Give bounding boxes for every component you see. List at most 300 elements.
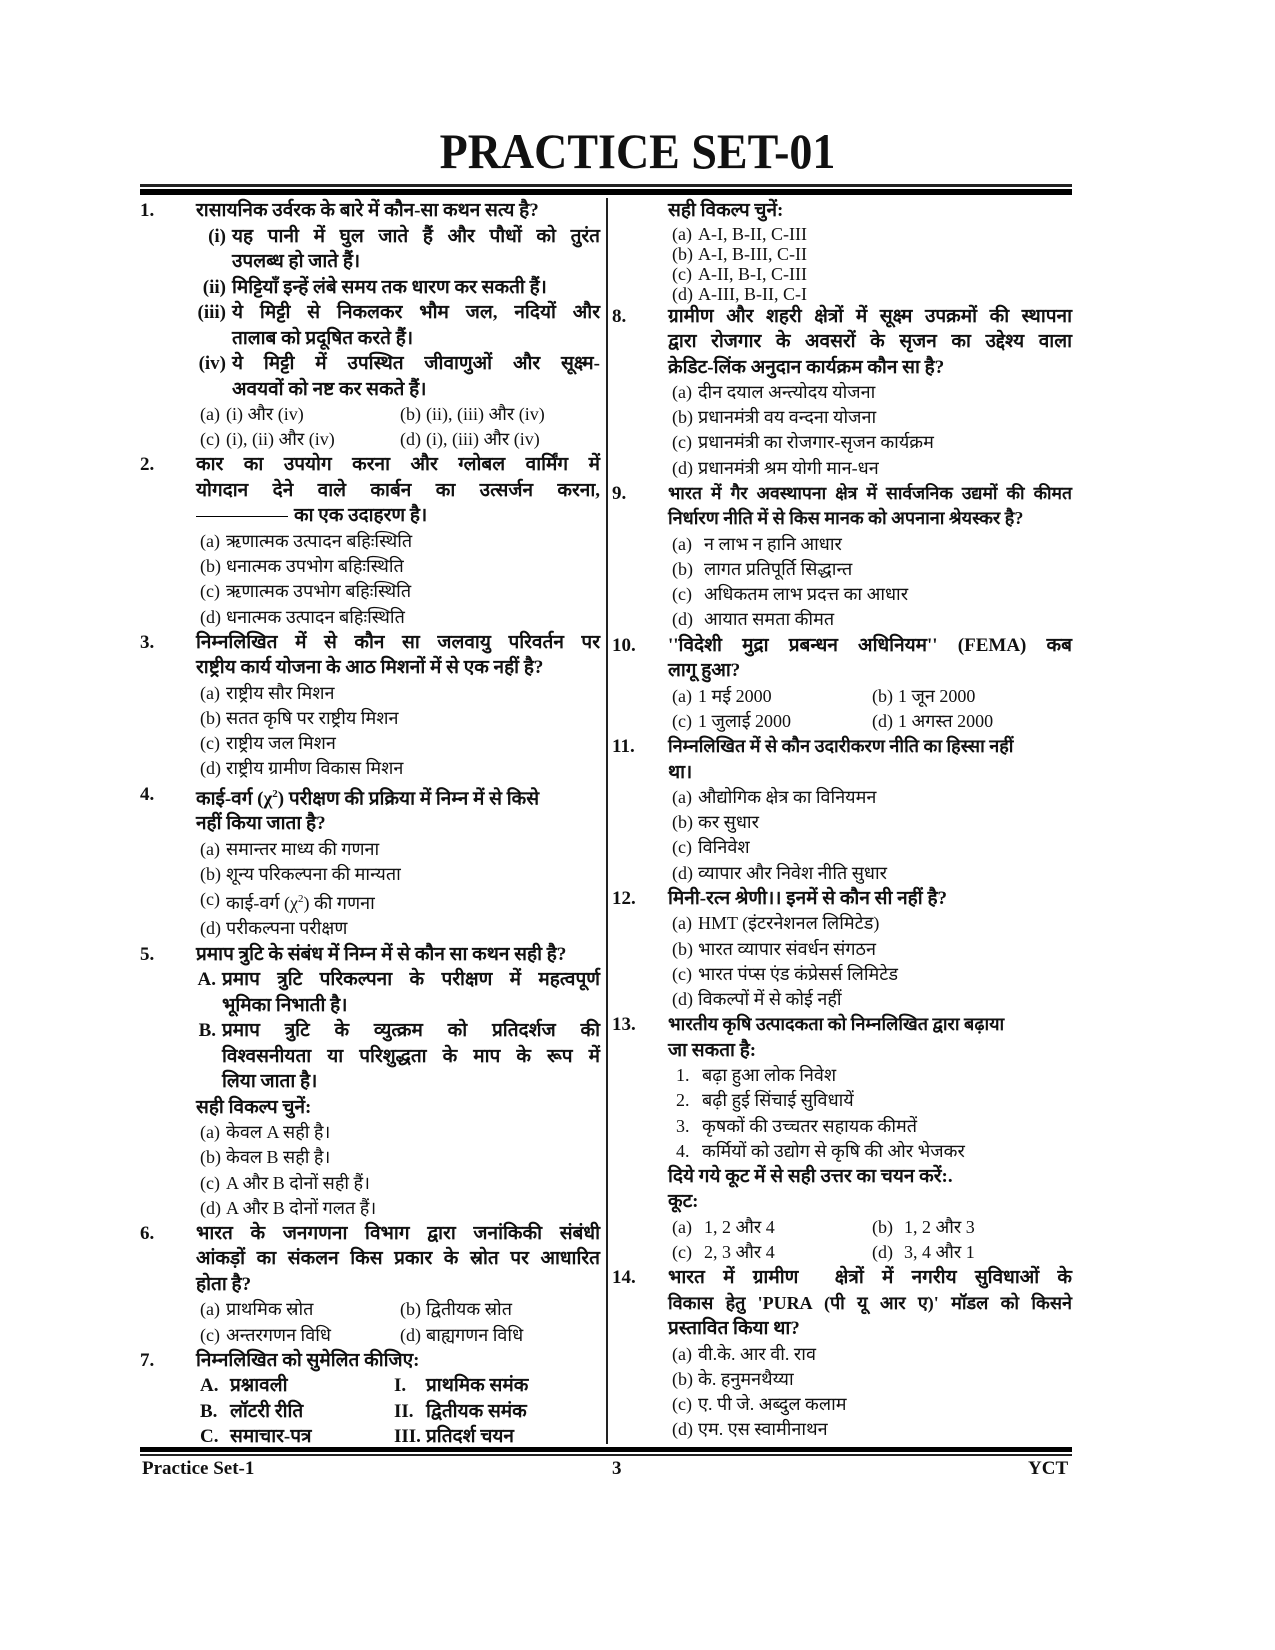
option-b[interactable] xyxy=(140,706,600,731)
footer-rule-thick xyxy=(140,1447,1072,1452)
option-text: A और B दोनों गलत हैं। xyxy=(226,1197,377,1218)
fill-blank xyxy=(196,516,288,517)
option-label: (d) xyxy=(672,1419,693,1440)
option-label: (a) xyxy=(672,1343,692,1364)
option-c[interactable] xyxy=(200,1323,400,1348)
option-text: 1 जुलाई 2000 xyxy=(698,710,792,731)
question-14 xyxy=(612,1265,1072,1442)
option-a[interactable] xyxy=(672,684,872,709)
option-text: 1 जून 2000 xyxy=(898,685,976,706)
option-label: (a) xyxy=(200,682,220,703)
option-label: (a) xyxy=(200,530,220,551)
list-item xyxy=(612,1088,1072,1113)
option-label: (a) xyxy=(200,838,220,859)
option-text: A-II, B-I, C-III xyxy=(698,263,807,284)
question-10 xyxy=(612,633,1072,734)
option-d[interactable] xyxy=(612,284,1072,304)
question-text: द्वारा रोजगार के अवसरों के सृजन का उद्देश्य वाला xyxy=(668,331,1072,352)
match-item: समाचार-पत्र xyxy=(230,1426,312,1448)
option-b[interactable] xyxy=(612,244,1072,264)
option-text: (i), (ii) और (iv) xyxy=(226,429,335,450)
option-label: (b) xyxy=(200,556,221,577)
option-row xyxy=(140,427,600,452)
match-item: लॉटरी रीति xyxy=(230,1400,304,1422)
option-text: A-I, B-II, C-III xyxy=(698,223,807,244)
option-a[interactable] xyxy=(612,532,1072,557)
option-a[interactable] xyxy=(140,681,600,706)
option-c[interactable] xyxy=(612,582,1072,607)
option-label: (d) xyxy=(672,457,693,478)
code-instruction: दिये गये कूट में से सही उत्तर का चयन करें:. xyxy=(668,1165,953,1187)
option-d[interactable] xyxy=(612,456,1072,481)
option-text: भारत पंप्स एंड कंप्रेसर्स लिमिटेड xyxy=(698,963,898,984)
option-label: (b) xyxy=(672,812,693,833)
question-2 xyxy=(140,452,600,629)
choose-instruction: सही विकल्प चुनें: xyxy=(196,1096,312,1118)
statement-text: अवयवों को नष्ट कर सकते हैं। xyxy=(232,378,427,400)
option-b[interactable] xyxy=(400,402,600,427)
option-c[interactable] xyxy=(140,731,600,756)
option-label: (d) xyxy=(400,429,421,450)
statement xyxy=(140,224,600,275)
option-label: (a) xyxy=(200,1299,220,1320)
option-c[interactable] xyxy=(612,264,1072,284)
option-label: (a) xyxy=(200,1122,220,1143)
item-text: कृषकों की उच्चतर सहायक कीमतें xyxy=(702,1115,918,1136)
question-3 xyxy=(140,630,600,782)
match-label: II. xyxy=(394,1400,414,1422)
statement-text: यह पानी में घुल जाते हैं और पौधों को तुरंत xyxy=(232,225,600,247)
option-label: (d) xyxy=(872,710,893,731)
question-text: लागू हुआ? xyxy=(668,660,741,682)
option-label: (b) xyxy=(400,404,421,424)
match-row xyxy=(140,1373,600,1399)
option-c[interactable] xyxy=(612,835,1072,860)
question-text: निर्धारण नीति में से किस मानक को अपनाना श्रेयस्कर है? xyxy=(668,508,1024,529)
option-text: परीकल्पना परीक्षण xyxy=(226,918,348,939)
option-row xyxy=(612,709,1072,734)
option-a[interactable] xyxy=(140,529,600,554)
option-text: ऋणात्मक उपभोग बहिःस्थिति xyxy=(226,581,412,602)
option-label: (a) xyxy=(672,382,692,402)
option-label: (c) xyxy=(200,581,220,602)
option-label: (d) xyxy=(200,606,221,627)
option-b[interactable] xyxy=(872,684,1072,709)
option-b[interactable] xyxy=(612,1367,1072,1392)
option-text: व्यापार और निवेश नीति सुधार xyxy=(698,862,888,883)
statement-text: लिया जाता है। xyxy=(222,1071,318,1093)
option-a[interactable] xyxy=(140,837,600,862)
list-item xyxy=(612,1063,1072,1088)
statement-label: (iv) xyxy=(198,353,226,374)
question-text: जा सकता है: xyxy=(668,1039,757,1061)
item-text: बढ़ा हुआ लोक निवेश xyxy=(702,1065,837,1086)
option-label: (c) xyxy=(672,710,692,731)
option-row xyxy=(612,1240,1072,1265)
option-row xyxy=(140,402,600,427)
option-label: (d) xyxy=(872,1242,893,1263)
item-text: बढ़ी हुई सिंचाई सुविधायें xyxy=(702,1090,854,1111)
question-text: प्रमाप त्रुटि के संबंध में निम्न में से कौन सा कथन सही है? xyxy=(196,943,567,965)
option-text: भारत व्यापार संवर्धन संगठन xyxy=(698,938,876,959)
match-row xyxy=(140,1399,600,1425)
option-label: (a) xyxy=(672,223,692,244)
option-text: के. हनुमनथैय्या xyxy=(698,1369,794,1390)
right-column xyxy=(612,198,1072,1443)
match-label: C. xyxy=(200,1426,219,1448)
option-label: (d) xyxy=(200,918,221,939)
option-text: HMT (इंटरनेशनल लिमिटेड) xyxy=(698,913,880,934)
option-b[interactable] xyxy=(612,405,1072,430)
option-text: प्राथमिक स्रोत xyxy=(226,1299,314,1320)
option-text: (i) और (iv) xyxy=(226,404,304,424)
item-label: 1. xyxy=(676,1065,690,1086)
page-title: PRACTICE SET-01 xyxy=(439,123,836,179)
question-7 xyxy=(140,1348,600,1450)
option-text: धनात्मक उत्पादन बहिःस्थिति xyxy=(226,606,405,627)
option-row xyxy=(140,1297,600,1322)
option-text: A और B दोनों सही हैं। xyxy=(226,1172,370,1193)
option-d[interactable] xyxy=(400,1323,600,1348)
option-c[interactable] xyxy=(140,579,600,604)
option-label: (d) xyxy=(200,1197,221,1218)
question-text: ) परीक्षण की प्रक्रिया में निम्न में से किसे xyxy=(277,787,540,809)
code-label: कूट: xyxy=(668,1191,699,1213)
statement-text: भूमिका निभाती है। xyxy=(222,994,348,1016)
statement xyxy=(140,967,600,1018)
question-text: राष्ट्रीय कार्य योजना के आठ मिशनों में से एक नहीं है? xyxy=(196,657,544,679)
question-text: कार का उपयोग करना और ग्लोबल वार्मिंग में xyxy=(196,454,600,476)
question-number: 12. xyxy=(612,887,636,909)
option-text: आयात समता कीमत xyxy=(704,609,835,630)
footer-rule-thin xyxy=(140,1454,1072,1456)
footer-right: YCT xyxy=(1028,1458,1069,1479)
option-text-line xyxy=(226,887,375,916)
option-label: (b) xyxy=(872,1216,893,1237)
option-b[interactable] xyxy=(612,557,1072,582)
option-row xyxy=(612,684,1072,709)
statement-label: B. xyxy=(198,1020,216,1042)
option-b[interactable] xyxy=(872,1215,1072,1240)
question-number: 10. xyxy=(612,634,636,656)
option-d[interactable] xyxy=(872,1240,1072,1265)
option-a[interactable] xyxy=(200,402,400,427)
statement-text: विश्वसनीयता या परिशुद्धता के माप के रूप में xyxy=(222,1045,600,1067)
option-label: (a) xyxy=(200,404,220,424)
question-8 xyxy=(612,304,1072,481)
option-text: बाह्यगणन विधि xyxy=(426,1324,524,1345)
option-label: (c) xyxy=(672,963,692,984)
option-text: (i), (iii) और (iv) xyxy=(426,429,540,450)
option-text: ) की गणना xyxy=(303,893,375,914)
option-label: (c) xyxy=(672,1242,692,1263)
option-text: 2, 3 और 4 xyxy=(704,1242,775,1263)
footer-left: Practice Set-1 xyxy=(142,1458,255,1479)
option-text: 1 मई 2000 xyxy=(698,685,772,706)
option-label: (a) xyxy=(672,787,692,808)
option-label: (d) xyxy=(672,988,693,1009)
option-d[interactable] xyxy=(140,605,600,630)
option-label: (c) xyxy=(200,889,220,910)
question-text: निम्नलिखित में से कौन उदारीकरण नीति का हिस्सा नहीं xyxy=(668,736,1014,757)
option-b[interactable] xyxy=(612,810,1072,835)
option-a[interactable] xyxy=(612,785,1072,810)
option-label: (b) xyxy=(672,559,693,580)
question-number: 13. xyxy=(612,1014,636,1036)
question-text: का एक उदाहरण है। xyxy=(294,505,428,527)
question-number: 7. xyxy=(140,1349,155,1371)
question-text-line xyxy=(196,782,600,812)
question-text-line xyxy=(140,503,600,529)
option-text: वी.के. आर वी. राव xyxy=(698,1343,816,1364)
question-number: 6. xyxy=(140,1222,155,1244)
question-text: निम्नलिखित को सुमेलित कीजिए: xyxy=(196,1349,420,1371)
question-text: भारत के जनगणना विभाग द्वारा जनांकिकी संबंधी xyxy=(196,1222,600,1244)
option-text: केवल B सही है। xyxy=(226,1147,331,1168)
question-text: मिनी-रत्न श्रेणी।। इनमें से कौन सी नहीं है? xyxy=(668,887,948,909)
option-text: लागत प्रतिपूर्ति सिद्धान्त xyxy=(704,559,853,580)
option-label: (c) xyxy=(672,432,692,453)
statement xyxy=(140,300,600,351)
item-label: 4. xyxy=(676,1140,690,1161)
statement-text: तालाब को प्रदूषित करते हैं। xyxy=(232,327,414,349)
option-label: (a) xyxy=(672,685,692,706)
option-a[interactable] xyxy=(612,380,1072,405)
statement-text: ये मिट्टी से निकलकर भौम जल, नदियों और xyxy=(232,302,600,323)
option-c[interactable] xyxy=(140,887,600,916)
header-rule-thin xyxy=(140,184,1072,187)
match-item: प्रतिदर्श चयन xyxy=(426,1426,514,1448)
option-row xyxy=(140,1323,600,1348)
option-c[interactable] xyxy=(612,430,1072,455)
question-number: 11. xyxy=(612,736,635,758)
question-4 xyxy=(140,782,600,942)
page-number: 3 xyxy=(612,1458,622,1479)
option-label: (a) xyxy=(672,533,692,554)
list-item xyxy=(612,1139,1072,1164)
option-c[interactable] xyxy=(140,1171,600,1196)
question-5 xyxy=(140,942,600,1221)
option-a[interactable] xyxy=(140,1120,600,1145)
question-text: ग्रामीण और शहरी क्षेत्रों में सूक्ष्म उपक्रमों की स्थापना xyxy=(668,305,1072,327)
option-label: (d) xyxy=(400,1324,421,1345)
option-a[interactable] xyxy=(200,1297,400,1322)
option-text: कर सुधार xyxy=(698,812,759,833)
question-text: भारतीय कृषि उत्पादकता को निम्नलिखित द्वारा बढ़ाया xyxy=(668,1014,1005,1035)
option-label: (c) xyxy=(200,1172,220,1193)
option-d[interactable] xyxy=(140,916,600,941)
option-a[interactable] xyxy=(612,911,1072,936)
option-d[interactable] xyxy=(140,756,600,781)
option-a[interactable] xyxy=(672,1215,872,1240)
option-a[interactable] xyxy=(612,224,1072,244)
item-label: 3. xyxy=(676,1115,690,1136)
question-7-continued xyxy=(612,198,1072,304)
statement xyxy=(140,1018,600,1095)
list-item xyxy=(612,1114,1072,1139)
option-b[interactable] xyxy=(400,1297,600,1322)
question-number: 5. xyxy=(140,943,155,965)
option-text: एम. एस स्वामीनाथन xyxy=(698,1419,828,1440)
option-d[interactable] xyxy=(612,1417,1072,1442)
option-label: (b) xyxy=(200,707,221,728)
option-label: (d) xyxy=(200,758,221,779)
option-text: अधिकतम लाभ प्रदत्त का आधार xyxy=(704,584,909,605)
option-text: ऋणात्मक उत्पादन बहिःस्थिति xyxy=(226,530,413,551)
option-label: (c) xyxy=(672,1394,692,1415)
statement-text: प्रमाप त्रुटि के व्युत्क्रम को प्रतिदर्शज की xyxy=(222,1020,600,1042)
question-11 xyxy=(612,734,1072,886)
statement-text: प्रमाप त्रुटि परिकल्पना के परीक्षण में महत्वपूर्ण xyxy=(222,969,600,991)
option-label: (c) xyxy=(672,584,692,605)
option-text: 1, 2 और 3 xyxy=(904,1216,975,1237)
option-text: प्रधानमंत्री का रोजगार-सृजन कार्यक्रम xyxy=(698,432,934,453)
question-text: ''विदेशी मुद्रा प्रबन्धन अधिनियम'' (FEMA) कब xyxy=(668,634,1072,656)
option-text: विकल्पों में से कोई नहीं xyxy=(698,988,842,1009)
superscript: 2 xyxy=(272,787,278,800)
question-text: भारत में गैर अवस्थापना क्षेत्र में सार्वजनिक उद्यमों की कीमत xyxy=(668,482,1072,503)
option-c[interactable] xyxy=(672,1240,872,1265)
option-label: (b) xyxy=(872,685,893,706)
option-c[interactable] xyxy=(612,962,1072,987)
option-text: द्वितीयक स्रोत xyxy=(426,1299,512,1320)
option-label: (b) xyxy=(400,1299,421,1320)
option-label: (b) xyxy=(200,1147,221,1168)
statement-label: (iii) xyxy=(197,302,226,323)
statement-text: उपलब्ध हो जाते हैं। xyxy=(232,251,361,272)
question-number: 2. xyxy=(140,454,155,476)
option-label: (c) xyxy=(200,1324,220,1345)
question-number: 9. xyxy=(612,482,627,504)
option-c[interactable] xyxy=(672,709,872,734)
option-b[interactable] xyxy=(140,1145,600,1170)
match-item: प्राथमिक समंक xyxy=(426,1375,529,1397)
question-12 xyxy=(612,886,1072,1012)
option-text: राष्ट्रीय सौर मिशन xyxy=(226,682,335,703)
statement-label: (ii) xyxy=(202,276,226,298)
question-text: होता है? xyxy=(196,1273,252,1295)
option-text: अन्तरगणन विधि xyxy=(226,1324,331,1345)
statement xyxy=(140,351,600,402)
question-text: भारत में ग्रामीण क्षेत्रों में नगरीय सुविधाओं के xyxy=(668,1267,1072,1289)
question-text: रासायनिक उर्वरक के बारे में कौन-सा कथन सत्य है? xyxy=(196,200,539,221)
statement-label: A. xyxy=(197,969,216,991)
option-label: (c) xyxy=(672,837,692,858)
match-label: B. xyxy=(200,1400,218,1422)
option-text: 1 अगस्त 2000 xyxy=(898,710,994,731)
option-d[interactable] xyxy=(612,987,1072,1012)
option-label: (b) xyxy=(672,1369,693,1390)
option-b[interactable] xyxy=(140,862,600,887)
option-label: (b) xyxy=(200,864,221,885)
option-text: समान्तर माध्य की गणना xyxy=(226,838,380,859)
option-text: काई-वर्ग (χ xyxy=(226,893,298,914)
option-label: (c) xyxy=(200,429,220,450)
match-item: प्रश्नावली xyxy=(230,1375,288,1397)
option-c[interactable] xyxy=(200,427,400,452)
option-text: धनात्मक उपभोग बहिःस्थिति xyxy=(226,556,404,577)
option-text: ए. पी जे. अब्दुल कलाम xyxy=(698,1394,847,1415)
option-text: शून्य परिकल्पना की मान्यता xyxy=(226,864,401,885)
question-text: क्रेडिट-लिंक अनुदान कार्यक्रम कौन सा है? xyxy=(668,356,945,378)
question-text: योगदान देने वाले कार्बन का उत्सर्जन करना, xyxy=(196,479,600,501)
option-label: (d) xyxy=(672,283,693,304)
question-text: काई-वर्ग (χ xyxy=(196,787,273,809)
option-text: दीन दयाल अन्त्योदय योजना xyxy=(698,382,876,402)
option-text: (ii), (iii) और (iv) xyxy=(426,404,545,424)
question-number: 1. xyxy=(140,200,155,221)
option-text: विनिवेश xyxy=(698,837,750,858)
option-d[interactable] xyxy=(612,607,1072,632)
statement-text: मिट्टियाँ इन्हें लंबे समय तक धारण कर सकती हैं। xyxy=(232,276,547,298)
question-number: 4. xyxy=(140,783,155,805)
header-rule-thick xyxy=(140,189,1072,195)
question-text: था। xyxy=(668,761,693,783)
option-label: (d) xyxy=(672,862,693,883)
left-column xyxy=(140,198,600,1450)
match-item: द्वितीयक समंक xyxy=(426,1400,527,1422)
option-text: औद्योगिक क्षेत्र का विनियमन xyxy=(698,787,877,808)
question-number: 14. xyxy=(612,1267,636,1289)
option-b[interactable] xyxy=(612,937,1072,962)
question-13 xyxy=(612,1012,1072,1265)
choose-instruction: सही विकल्प चुनें: xyxy=(668,200,784,221)
option-text: न लाभ न हानि आधार xyxy=(704,533,842,554)
superscript: 2 xyxy=(297,893,304,906)
statement-label: (i) xyxy=(208,225,226,247)
option-label: (a) xyxy=(672,1216,692,1237)
option-text: प्रधानमंत्री श्रम योगी मान-धन xyxy=(698,457,879,478)
option-d[interactable] xyxy=(612,861,1072,886)
option-text: A-III, B-II, C-I xyxy=(698,283,807,304)
option-a[interactable] xyxy=(612,1342,1072,1367)
question-text: निम्नलिखित में से कौन सा जलवायु परिवर्तन पर xyxy=(196,631,600,653)
option-label: (d) xyxy=(672,609,693,630)
question-text: प्रस्तावित किया था? xyxy=(668,1318,800,1340)
question-number: 8. xyxy=(612,305,627,327)
option-d[interactable] xyxy=(400,427,600,452)
option-label: (c) xyxy=(672,263,692,284)
item-text: कर्मियों को उद्योग से कृषि की ओर भेजकर xyxy=(702,1140,965,1161)
question-number: 3. xyxy=(140,631,155,653)
option-b[interactable] xyxy=(140,554,600,579)
option-text: A-I, B-III, C-II xyxy=(698,243,807,264)
option-text: 3, 4 और 1 xyxy=(904,1242,975,1263)
question-6 xyxy=(140,1221,600,1348)
option-label: (c) xyxy=(200,733,220,754)
option-text: केवल A सही है। xyxy=(226,1122,331,1143)
option-row xyxy=(612,1215,1072,1240)
option-text: राष्ट्रीय ग्रामीण विकास मिशन xyxy=(226,758,404,779)
option-label: (b) xyxy=(672,243,693,264)
option-c[interactable] xyxy=(612,1392,1072,1417)
question-1 xyxy=(140,198,600,452)
option-label: (a) xyxy=(672,913,692,934)
question-text: आंकड़ों का संकलन किस प्रकार के स्रोत पर आधारित xyxy=(196,1248,600,1270)
match-label: I. xyxy=(394,1375,407,1397)
option-text: राष्ट्रीय जल मिशन xyxy=(226,733,336,754)
option-d[interactable] xyxy=(872,709,1072,734)
column-divider xyxy=(606,198,608,1444)
option-label: (b) xyxy=(672,407,693,428)
option-d[interactable] xyxy=(140,1196,600,1221)
item-label: 2. xyxy=(676,1090,690,1111)
option-text: प्रधानमंत्री वय वन्दना योजना xyxy=(698,407,877,428)
match-label: A. xyxy=(200,1375,219,1397)
statement xyxy=(140,275,600,301)
option-label: (b) xyxy=(672,938,693,959)
option-text: सतत कृषि पर राष्ट्रीय मिशन xyxy=(226,707,399,728)
